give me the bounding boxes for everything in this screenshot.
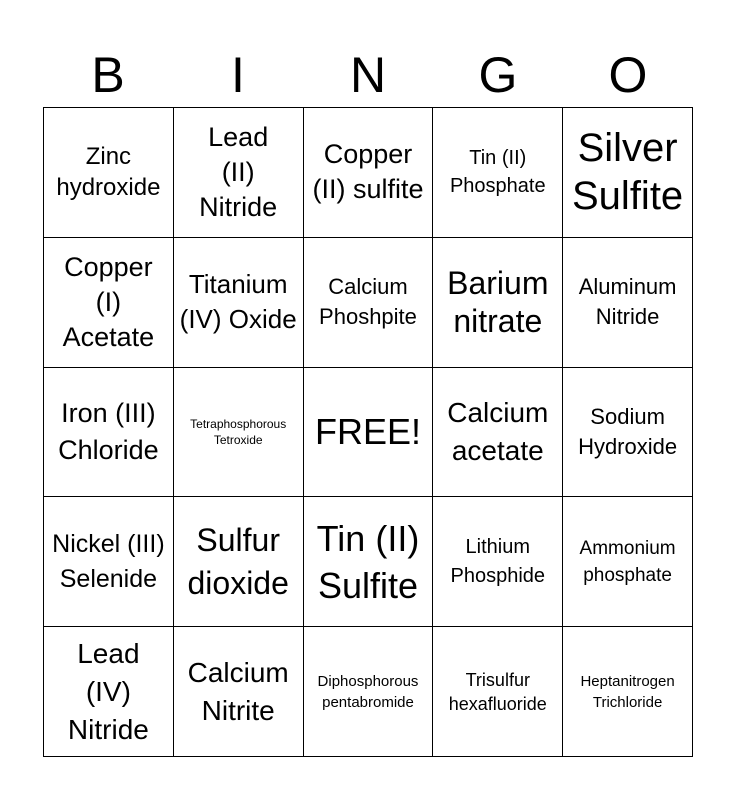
cell-text: Copper (I) Acetate <box>62 251 155 352</box>
cell-text: Diphosphorous pentabromide <box>317 672 419 711</box>
bingo-cell[interactable] <box>44 368 174 498</box>
bingo-header <box>43 44 693 106</box>
bingo-cell[interactable] <box>304 368 434 498</box>
cell-text: Ammonium phosphate <box>579 537 676 586</box>
bingo-cell[interactable] <box>174 497 304 627</box>
bingo-cell[interactable] <box>433 238 563 368</box>
cell-text: Aluminum Nitride <box>578 274 677 330</box>
bingo-cell[interactable] <box>44 627 174 757</box>
bingo-cell[interactable] <box>44 497 174 627</box>
bingo-cell[interactable] <box>433 497 563 627</box>
cell-text: Calcium Phoshpite <box>319 274 417 330</box>
cell-text: Trisulfur hexafluoride <box>448 669 547 714</box>
cell-text: Titanium (IV) Oxide <box>179 269 297 335</box>
cell-text: Tin (II) Phosphate <box>449 147 546 198</box>
cell-text: Zinc hydroxide <box>56 143 161 202</box>
header-letter-n: N <box>349 47 387 103</box>
cell-text: Lead (II) Nitride <box>199 121 278 222</box>
header-letter-i: I <box>231 47 245 103</box>
bingo-cell[interactable] <box>174 368 304 498</box>
bingo-card-grid <box>43 107 693 757</box>
bingo-cell[interactable] <box>563 368 693 498</box>
bingo-cell[interactable] <box>304 238 434 368</box>
header-letter-b: B <box>91 47 125 103</box>
cell-text: Lithium Phosphide <box>450 535 546 587</box>
cell-text: Iron (III) Chloride <box>58 397 159 465</box>
cell-text: Calcium acetate <box>447 396 549 466</box>
bingo-cell[interactable] <box>174 627 304 757</box>
bingo-cell[interactable] <box>563 238 693 368</box>
cell-text: Sulfur dioxide <box>187 521 289 601</box>
bingo-cell[interactable] <box>563 497 693 627</box>
cell-text: Sodium Hydroxide <box>578 403 678 459</box>
bingo-cell[interactable] <box>44 108 174 238</box>
cell-text: FREE! <box>314 410 421 452</box>
cell-text: Copper (II) sulfite <box>312 139 424 205</box>
header-letter-o: O <box>608 47 648 103</box>
bingo-cell[interactable] <box>304 497 434 627</box>
cell-text: Tetraphosphorous Tetroxide <box>190 416 287 447</box>
bingo-cell[interactable] <box>304 108 434 238</box>
cell-text: Calcium Nitrite <box>187 656 289 726</box>
cell-text: Tin (II) Sulfite <box>316 517 420 606</box>
bingo-cell[interactable] <box>563 108 693 238</box>
cell-text: Barium nitrate <box>447 265 549 340</box>
bingo-cell[interactable] <box>433 368 563 498</box>
header-letter-g: G <box>478 47 518 103</box>
bingo-cell[interactable] <box>174 238 304 368</box>
cell-text: Nickel (III) Selenide <box>52 529 165 593</box>
bingo-cell[interactable] <box>563 627 693 757</box>
bingo-cell[interactable] <box>304 627 434 757</box>
bingo-cell[interactable] <box>433 627 563 757</box>
bingo-cell[interactable] <box>433 108 563 238</box>
cell-text: Heptanitrogen Trichloride <box>580 672 675 711</box>
cell-text: Lead (IV) Nitride <box>67 637 149 745</box>
bingo-cell[interactable] <box>174 108 304 238</box>
bingo-cell[interactable] <box>44 238 174 368</box>
cell-text: Silver Sulfite <box>572 126 684 219</box>
